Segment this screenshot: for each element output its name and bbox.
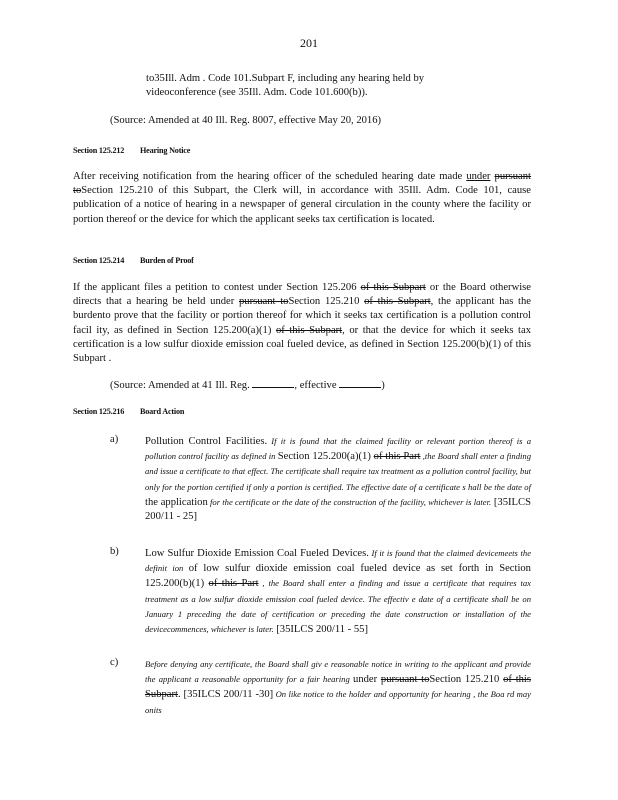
source-note-2 xyxy=(110,378,385,391)
section-number: Section 125.212 xyxy=(73,146,125,155)
statutory-italic-text: If it is found that the claimed facility or relevant portion thereof is a pollution control facility as defined in xyxy=(145,436,531,462)
blank-line xyxy=(339,378,381,388)
section-title: Board Action xyxy=(140,407,185,416)
page-number: 201 xyxy=(300,36,318,50)
statutory-italic-text: for the certificate or the date of the construction of the facility, whichever is later. xyxy=(207,496,492,507)
subsection-a-label: a) xyxy=(110,434,119,445)
struck-text: pursuant to xyxy=(73,171,531,197)
section-title: Hearing Notice xyxy=(140,146,191,155)
section-125-214-heading xyxy=(73,256,194,265)
subsection-heading: Pollution Control Facilities. xyxy=(145,436,268,447)
struck-text: of this Part xyxy=(208,578,259,590)
body-text: After receiving notification from the hearing officer of the scheduled hearing date made xyxy=(73,171,467,182)
section-125-212-body xyxy=(73,170,531,227)
struck-text: of this Subpart xyxy=(364,296,431,308)
source-prefix: (Source: Amended at 41 Ill. Reg. xyxy=(110,380,250,391)
section-125-214-body xyxy=(73,281,531,366)
struck-text: of this Subpart xyxy=(360,282,426,293)
statutory-italic-text: Before denying any certificate, the Board shall giv e reasonable notice in writing to the applicant and provide the applicant a reasonable opportunity for a fair hearing xyxy=(145,659,531,685)
blank-line xyxy=(252,378,294,388)
subsection-b-body xyxy=(145,546,531,637)
statutory-italic-text: , the Board shall enter a finding and issue a certificate that requires tax treatment as a low sulfur dioxide emission coal fueled device. The effectiv e date of a certificate shall be on January 1 preceding the date of certification or preceding the date construction or installation of the devicecommences, whichever is later. xyxy=(145,578,531,635)
subsection-heading: Low Sulfur Dioxide Emission Coal Fueled Devices. xyxy=(145,548,369,559)
subsection-a-body xyxy=(145,434,531,524)
section-title: Burden of Proof xyxy=(140,256,194,265)
subsection-c-body xyxy=(145,657,531,718)
citation: . [35ILCS 200/11 -30] xyxy=(177,689,274,701)
continuation-line-1: to35Ill. Adm . Code 101.Subpart F, including any hearing held by xyxy=(146,73,425,84)
struck-text: of this Subpart xyxy=(145,674,531,701)
body-text: under xyxy=(353,674,381,686)
struck-text: pursuant to xyxy=(380,674,430,686)
citation: [35ILCS 200/11 - 25] xyxy=(145,496,531,523)
body-text: Section 125.210 xyxy=(288,296,365,308)
body-text: Section 125.210 of this Subpart, the Clerk will, in accordance with 35Ill. Adm. Code 101, cause publication of a notice of hearing in a newspaper of general circulation in the county where the facility or portion thereof or the device for which the applicant seeks tax certification is located. xyxy=(73,185,531,225)
statutory-italic-text: If it is found that the claimed devicemeets the definit ion xyxy=(145,548,532,574)
continuation-line-2: videoconference (see 35Ill. Adm. Code 101.600(b)). xyxy=(146,87,368,99)
citation: [35ILCS 200/11 - 55] xyxy=(273,624,368,636)
source-middle: , effective xyxy=(294,380,337,391)
source-note-1: (Source: Amended at 40 Ill. Reg. 8007, effective May 20, 2016) xyxy=(110,115,382,126)
body-text: or the Board otherwise directs that a hearing be held under xyxy=(73,282,531,308)
struck-text: of this Subpart xyxy=(275,324,343,336)
subsection-b-label: b) xyxy=(110,546,119,557)
inserted-text: under xyxy=(466,171,491,182)
section-number: Section 125.216 xyxy=(73,407,125,416)
body-text: If the applicant files a petition to contest under Section 125.206 xyxy=(73,282,361,293)
body-text: , or that the device for which it seeks tax certification is a low sulfur dioxide emission coal fueled device, as defined in Section 125.200(b)(1) of this Subpart . xyxy=(73,324,531,365)
struck-text: pursuant to xyxy=(239,296,289,308)
body-text: , the applicant has the burdento prove that the facility or portion thereof for which it seeks tax certification is a pollution control facil ity, as defined in Section 125.200(a)(1) xyxy=(73,296,532,336)
body-text: the application xyxy=(145,496,208,508)
continuation-paragraph xyxy=(146,72,468,100)
section-125-212-heading xyxy=(73,146,190,155)
statutory-italic-text: ,the Board shall enter a finding and issue a certificate to that effect. The certificate shall require tax treatment as a pollution control facility, but only for the portion certified if only a portion is certified. The effective date of a certificate s hall be the date of xyxy=(145,451,531,492)
struck-text: of this Part xyxy=(373,451,421,463)
body-text: Section 125.210 xyxy=(429,674,504,686)
statutory-italic-text: On like notice to the holder and opportunity for hearing , the Boa rd may onits xyxy=(145,689,532,715)
subsection-c-label: c) xyxy=(110,657,119,668)
source-suffix: ) xyxy=(381,380,385,391)
section-125-216-heading xyxy=(73,407,184,416)
body-text: Section 125.200(a)(1) xyxy=(277,451,371,463)
section-number: Section 125.214 xyxy=(73,256,125,265)
body-text: of low sulfur dioxide emission coal fueled device as set forth in Section 125.200(b)(1) xyxy=(145,563,531,590)
